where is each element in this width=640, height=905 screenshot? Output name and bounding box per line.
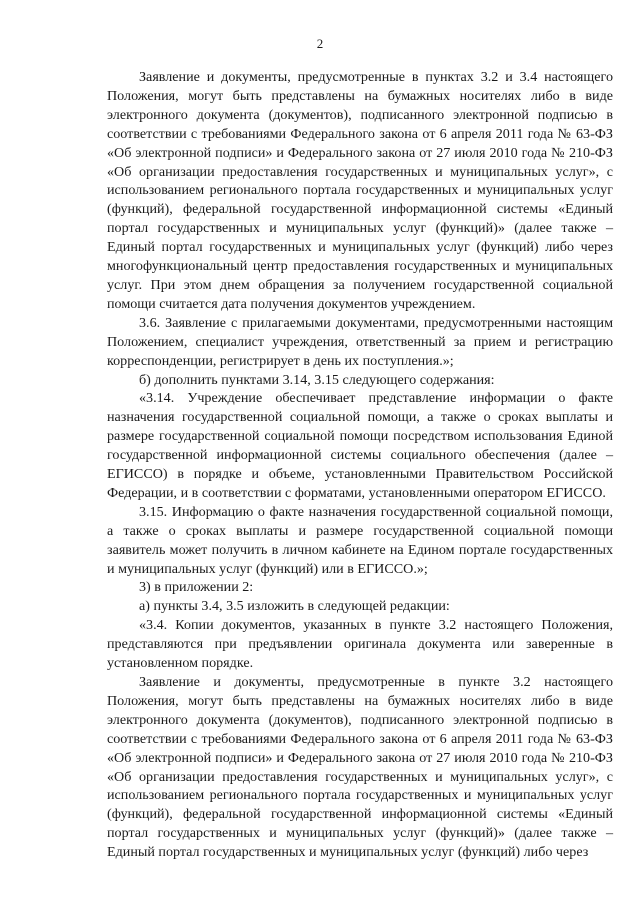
- page-number: 2: [316, 36, 324, 51]
- paragraph-points-3-4-3-5: а) пункты 3.4, 3.5 изложить в следующей редакции:: [139, 598, 450, 615]
- paragraph-appendix-2: 3) в приложении 2:: [139, 579, 254, 596]
- paragraph-application-documents: Заявление и документы, предусмотренные в пунктах 3.2 и 3.4 настоящего Положения, могут быть представлены на бумажных носителях либо в виде электронного документа (документов), подписанного электронной подписью в соответствии с требованиями Федерального закона от 6 апреля 2011 года № 63-ФЗ «Об электронной подписи» и Федерального закона от 27 июля 2010 года № 210-ФЗ «Об организации предоставления государственных и муниципальных услуг», с использованием регионального портала государственных и муниципальных услуг (функций), федеральной государственной информационной системы «Единый портал государственных и муниципальных услуг (функций)» (далее также – Единый портал государственных и муниципальных услуг (функций) либо через многофункциональный центр предоставления государственных и муниципальных услуг. При этом днем обращения за получением государственной социальной помощи считается дата получения документов учреждением.: [107, 69, 613, 312]
- paragraph-application-documents-2: Заявление и документы, предусмотренные в пункте 3.2 настоящего Положения, могут быть представлены на бумажных носителях либо в виде электронного документа (документов), подписанного электронной подписью в соответствии с требованиями Федерального закона от 6 апреля 2011 года № 63-ФЗ «Об электронной подписи» и Федерального закона от 27 июля 2010 года № 210-ФЗ «Об организации предоставления государственных и муниципальных услуг», с использованием регионального портала государственных и муниципальных услуг (функций), федеральной государственной информационной системы «Единый портал государственных и муниципальных услуг (функций)» (далее также – Единый портал государственных и муниципальных услуг (функций) либо через: [107, 674, 613, 861]
- paragraph-3-4-copies: «3.4. Копии документов, указанных в пункте 3.2 настоящего Положения, представляются при предъявлении оригинала документа или заверенные в установленном порядке.: [107, 617, 613, 672]
- paragraph-3-6: 3.6. Заявление с прилагаемыми документами, предусмотренными настоящим Положением, специалист учреждения, ответственный за прием и регистрацию корреспонденции, регистрирует в день их поступления.»;: [107, 314, 613, 369]
- paragraph-3-15: 3.15. Информацию о факте назначения государственной социальной помощи, а также о сроках выплаты и размере государственной социальной помощи заявитель может получить в личном кабинете на Едином портале государственных и муниципальных услуг (функций) или в ЕГИССО.»;: [107, 503, 613, 577]
- paragraph-add-points: б) дополнить пунктами 3.14, 3.15 следующего содержания:: [139, 371, 495, 388]
- document-body: [107, 68, 613, 862]
- paragraph-3-14: «3.14. Учреждение обеспечивает представление информации о факте назначения государственной социальной помощи, а также о сроках выплаты и размере государственной социальной помощи посредством использования Единой государственной информационной системы социального обеспечения (далее – ЕГИССО) в порядке и объеме, установленными Правительством Российской Федерации, и в соответствии с форматами, установленными оператором ЕГИССО.: [107, 390, 613, 501]
